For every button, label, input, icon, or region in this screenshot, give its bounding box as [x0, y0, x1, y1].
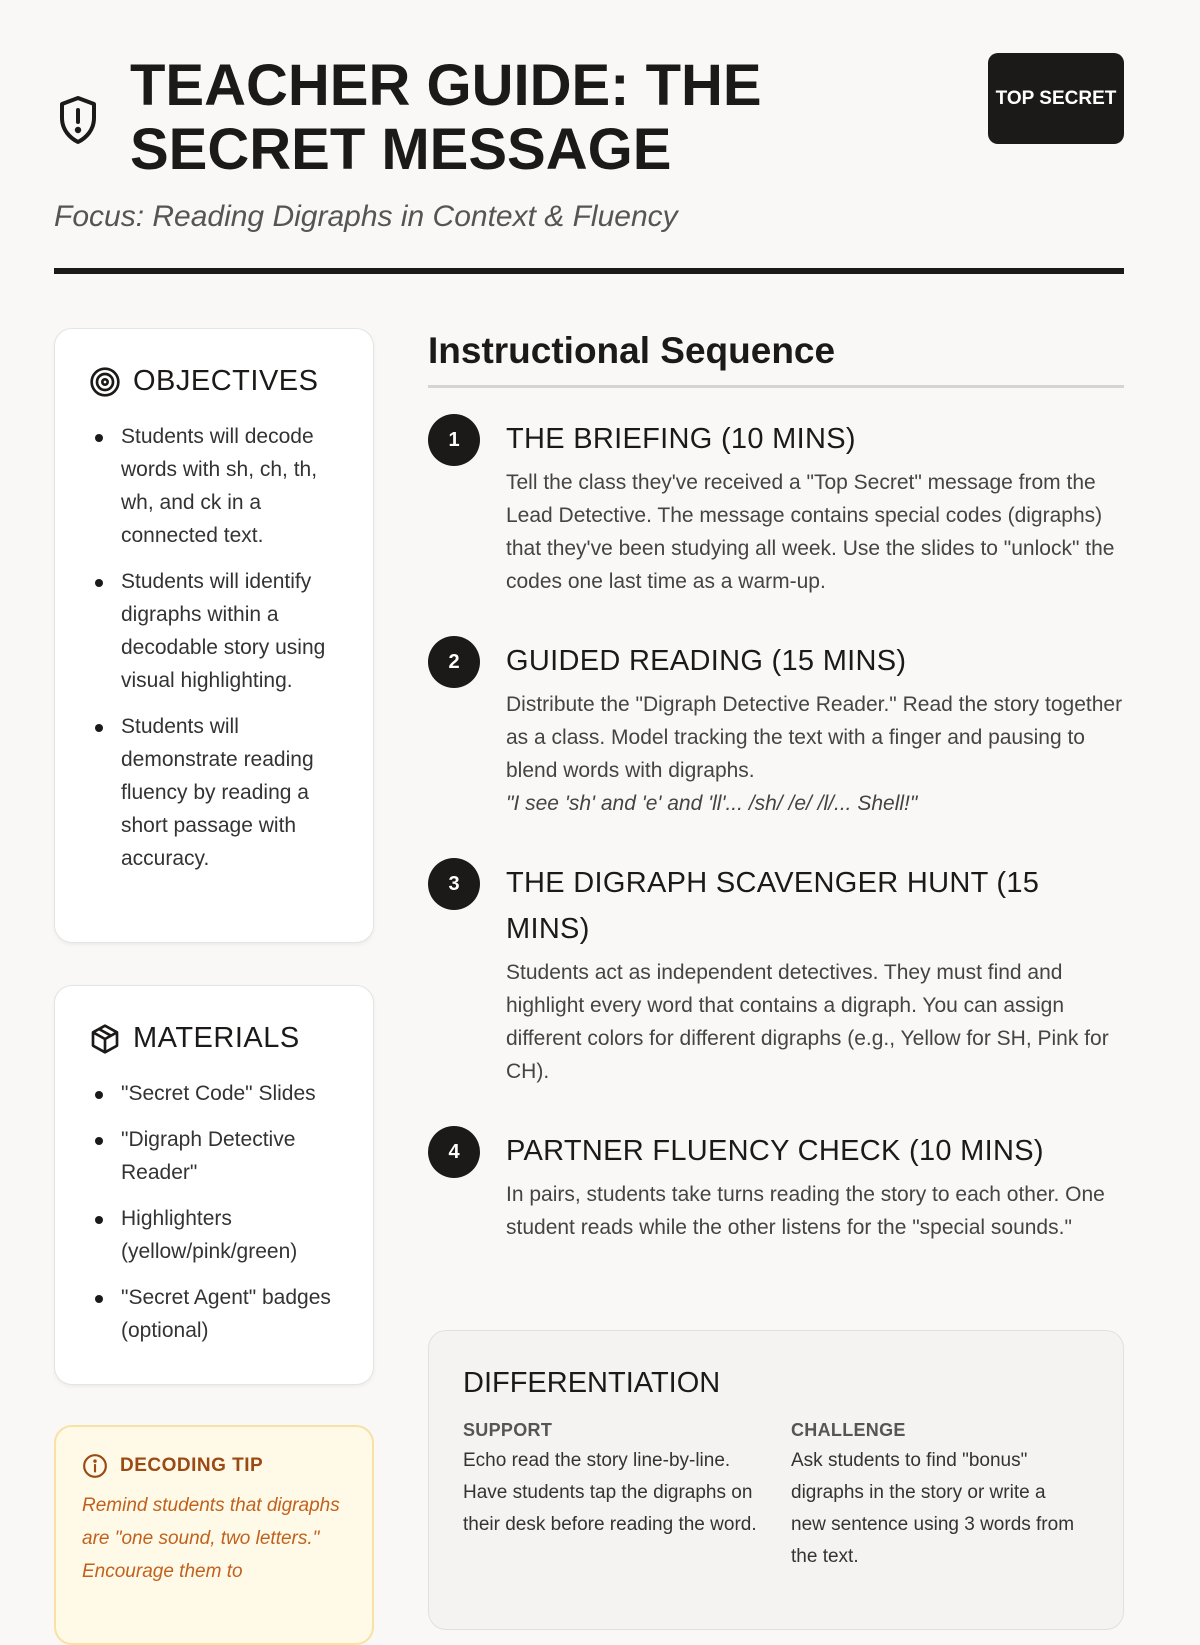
- step-1: [428, 414, 1128, 598]
- step-title: PARTNER FLUENCY CHECK (10 MINS): [506, 1135, 1044, 1167]
- material-item: Highlighters (yellow/pink/green): [89, 1202, 339, 1268]
- step-3: [428, 858, 1128, 1088]
- tip-title: DECODING TIP: [120, 1455, 264, 1476]
- step-text: In pairs, students take turns reading the story to each other. One student reads while the other listens for the "special sounds.": [506, 1183, 1105, 1239]
- target-icon: [89, 366, 121, 398]
- step-title: THE DIGRAPH SCAVENGER HUNT (15 MINS): [506, 867, 1040, 945]
- tip-text: Remind students that digraphs are "one sound, two letters." Encourage them to: [82, 1495, 340, 1582]
- page-subtitle: Focus: Reading Digraphs in Context & Fluency: [54, 200, 678, 233]
- material-item: "Secret Code" Slides: [89, 1077, 339, 1110]
- step-text: Students act as independent detectives. They must find and highlight every word that contains a digraph. You can assign different colors for different digraphs (e.g., Yellow for SH, Pink for CH).: [506, 961, 1109, 1083]
- decoding-tip-card: [54, 1425, 374, 1645]
- material-item: "Secret Agent" badges (optional): [89, 1281, 339, 1347]
- step-2: [428, 636, 1128, 820]
- step-number: 4: [428, 1126, 480, 1178]
- sequence-title: Instructional Sequence: [428, 330, 836, 371]
- step-text: Tell the class they've received a "Top Secret" message from the Lead Detective. The message contains special codes (digraphs) that they've been studying all week. Use the slides to "unlock" the codes one last time as a warm-up.: [506, 471, 1115, 593]
- objective-item: Students will decode words with sh, ch, th, wh, and ck in a connected text.: [89, 420, 339, 552]
- step-quote: "I see 'sh' and 'e' and 'll'... /sh/ /e/ /l/... Shell!": [506, 792, 918, 815]
- objectives-card: [54, 328, 374, 943]
- step-4: [428, 1126, 1128, 1244]
- step-number: 2: [428, 636, 480, 688]
- step-number: 1: [428, 414, 480, 466]
- step-number: 3: [428, 858, 480, 910]
- page-title: TEACHER GUIDE: THE SECRET MESSAGE: [130, 53, 762, 182]
- support-text: Echo read the story line-by-line. Have students tap the digraphs on their desk before reading the word.: [463, 1450, 757, 1535]
- objective-item: Students will identify digraphs within a decodable story using visual highlighting.: [89, 565, 339, 697]
- step-title: THE BRIEFING (10 MINS): [506, 423, 856, 455]
- header-divider: [54, 268, 1124, 274]
- challenge-text: Ask students to find "bonus" digraphs in the story or write a new sentence using 3 words from the text.: [791, 1450, 1075, 1567]
- materials-title: MATERIALS: [133, 1022, 300, 1054]
- objectives-title: OBJECTIVES: [133, 365, 319, 397]
- shield-alert-icon: [54, 94, 102, 146]
- challenge-column: [791, 1420, 1085, 1573]
- challenge-label: CHALLENGE: [791, 1420, 906, 1440]
- sequence-divider: [428, 385, 1124, 388]
- info-icon: [82, 1453, 108, 1479]
- material-item: "Digraph Detective Reader": [89, 1123, 339, 1189]
- step-title: GUIDED READING (15 MINS): [506, 645, 907, 677]
- support-label: SUPPORT: [463, 1420, 553, 1440]
- differentiation-box: [428, 1330, 1124, 1630]
- package-icon: [89, 1023, 121, 1055]
- objective-item: Students will demonstrate reading fluency by reading a short passage with accuracy.: [89, 710, 339, 875]
- materials-card: [54, 985, 374, 1385]
- differentiation-title: DIFFERENTIATION: [463, 1367, 721, 1399]
- support-column: [463, 1420, 757, 1573]
- top-secret-badge: TOP SECRET: [988, 53, 1124, 144]
- step-text: Distribute the "Digraph Detective Reader." Read the story together as a class. Model tracking the text with a finger and pausing to blend words with digraphs.: [506, 693, 1123, 782]
